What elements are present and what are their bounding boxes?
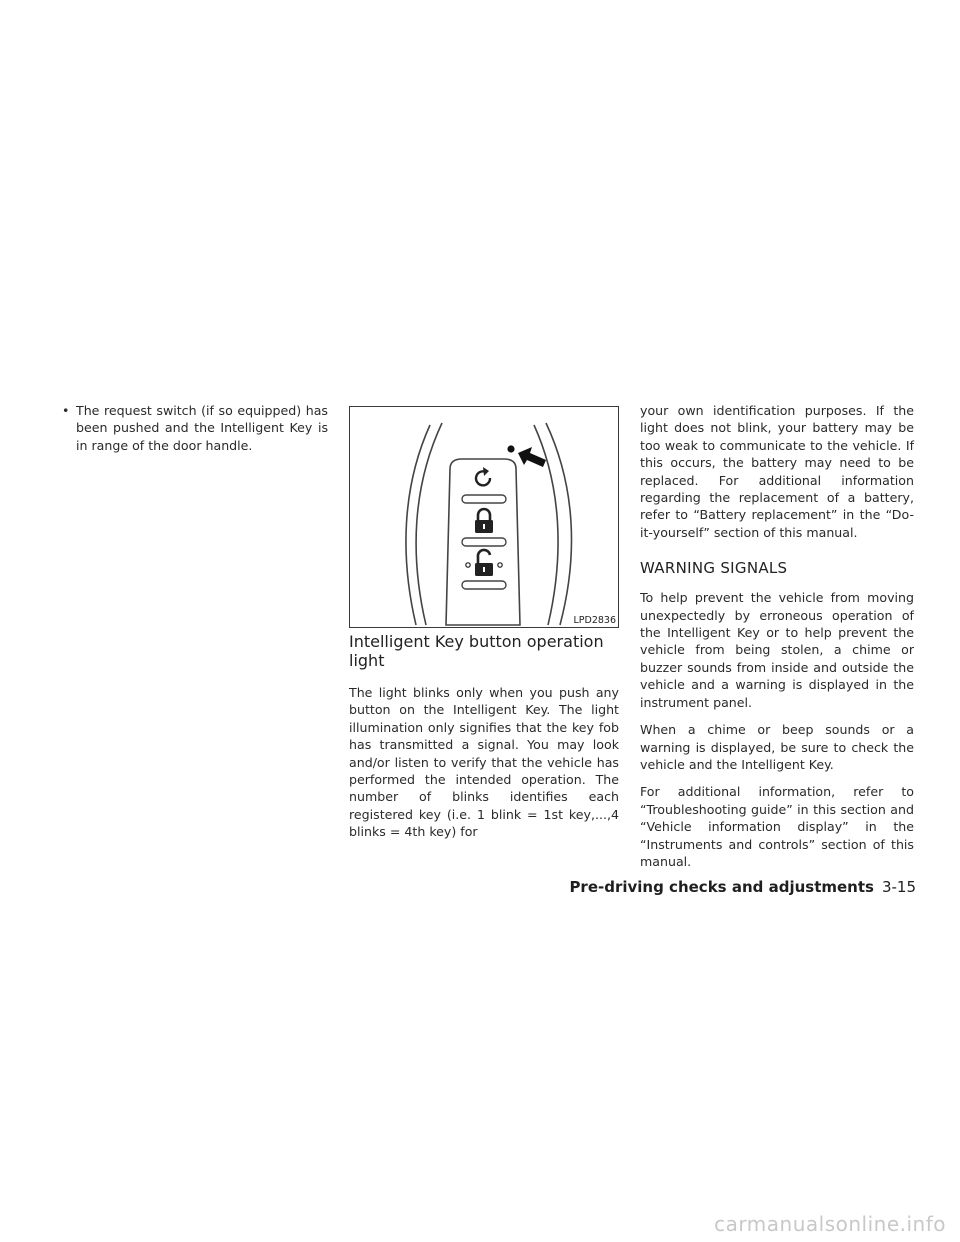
body-paragraph: The light blinks only when you push any button on the Intelligent Key. The light illumination only signifies that the key fob has transmitted a signal. You may look and/or listen to verify that the vehicle has performed the intended operation. The number of blinks identifies each registered key (i.e. 1 blink = 1st key,...,4 blinks = 4th key) for [349, 685, 619, 840]
page-footer [569, 878, 916, 896]
figure-code: LPD2836 [573, 615, 616, 626]
page-number: 3-15 [881, 878, 916, 896]
remote-start-icon [476, 467, 490, 485]
middle-column [349, 632, 619, 851]
body-paragraph: To help prevent the vehicle from moving unexpectedly by erroneous operation of the Intelligent Key or to help prevent the vehicle from being stolen, a chime or buzzer sounds from inside and outside the vehicle and a warning is displayed in the instrument panel. [640, 590, 914, 710]
bullet-marker: • [62, 403, 70, 418]
subsection-heading: Intelligent Key button operation light [349, 632, 604, 670]
lock-icon [475, 509, 493, 533]
right-column [640, 402, 914, 880]
key-fob-figure [349, 406, 619, 628]
key-fob-illustration [350, 407, 618, 627]
body-paragraph: When a chime or beep sounds or a warning is displayed, be sure to check the vehicle and the Intelligent Key. [640, 722, 914, 772]
pointer-arrow-icon [518, 447, 546, 467]
continuation-paragraph: your own identification purposes. If the light does not blink, your battery may be too weak to communicate to the vehicle. If this occurs, the battery may need to be replaced. For additional information regarding the replacement of a battery, refer to “Battery replacement” in the “Do-it-yourself” section of this manual. [640, 403, 914, 540]
bullet-text: The request switch (if so equipped) has been pushed and the Intelligent Key is in range of the door handle. [76, 403, 328, 453]
footer-section-title: Pre-driving checks and adjustments [569, 878, 874, 896]
bullet-item [62, 402, 328, 454]
left-column [62, 402, 328, 454]
watermark: carmanualsonline.info [714, 1212, 946, 1236]
unlock-icon [466, 550, 502, 576]
body-paragraph: For additional information, refer to “Troubleshooting guide” in this section and “Vehicle information display” in the “Instruments and controls” section of this manual. [640, 784, 914, 869]
section-title: WARNING SIGNALS [640, 559, 788, 578]
